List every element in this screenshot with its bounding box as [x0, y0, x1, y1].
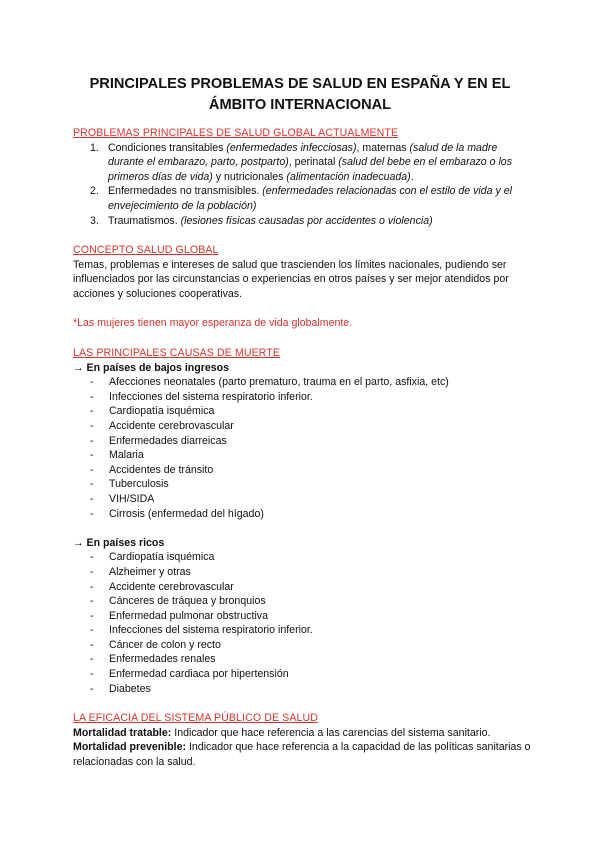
list-dash: -	[90, 463, 94, 476]
concept-paragraph: Temas, problemas e intereses de salud que trascienden los límites nacionales, pudiendo ser influenciados por las circunstancias o experiencias en otros países y ser mejor atendidos por acciones y soluciones cooperativas.	[73, 258, 509, 300]
item-text: Enfermedad cardiaca por hipertensión	[109, 668, 289, 681]
item-text: Cáncer de colon y recto	[109, 638, 221, 651]
item-text: VIH/SIDA	[109, 492, 155, 505]
item-text: y nutricionales	[212, 170, 287, 183]
item-note: (enfermedades infecciosas)	[226, 141, 357, 154]
list-dash: -	[90, 405, 94, 418]
list-dash: -	[90, 551, 94, 564]
list-dash: -	[90, 449, 94, 462]
list-item	[73, 463, 532, 478]
list-dash: -	[90, 638, 94, 651]
term-text: Indicador que hace referencia a las carencias del sistema sanitario.	[171, 726, 491, 739]
list-dash: -	[90, 376, 94, 389]
section-public-health-efficacy	[73, 711, 532, 769]
item-text: Cardiopatía isquémica	[109, 551, 215, 564]
item-text: Afecciones neonatales (parto prematuro, trauma en el parto, asfixia, etc)	[109, 376, 449, 389]
item-text: Malaria	[109, 449, 144, 462]
item-text: Accidente cerebrovascular	[109, 419, 234, 432]
list-dash: -	[90, 507, 94, 520]
list-item	[73, 667, 532, 682]
item-text: Accidentes de tránsito	[109, 463, 214, 476]
term-text: Indicador que hace referencia a la capacidad de las políticas sanitarias o relacionadas con la salud.	[73, 741, 531, 768]
list-item	[73, 419, 532, 434]
problems-list	[73, 141, 532, 229]
list-dash: -	[90, 682, 94, 695]
section-heading: CONCEPTO SALUD GLOBAL	[73, 244, 219, 256]
list-item	[73, 141, 532, 185]
list-dash: -	[90, 595, 94, 608]
list-dash: -	[90, 609, 94, 622]
list-item	[73, 638, 532, 653]
item-text: , perinatal	[288, 156, 339, 169]
item-text: Accidente cerebrovascular	[109, 580, 234, 593]
rich-countries-causes-list	[73, 550, 532, 696]
item-text: Cardiopatía isquémica	[109, 405, 215, 418]
term-label: Mortalidad tratable:	[73, 726, 172, 739]
section-global-health-concept	[73, 243, 532, 331]
list-dash: -	[90, 624, 94, 637]
item-text: Enfermedades renales	[109, 653, 216, 666]
item-note: (enfermedades relacionadas con el estilo de vida y el envejecimiento de la población)	[108, 185, 512, 212]
list-item	[73, 492, 532, 507]
list-item	[73, 682, 532, 697]
item-text: Enfermedades diarreicas	[109, 434, 227, 447]
item-text: Infecciones del sistema respiratorio inferior.	[109, 624, 313, 637]
rich-countries-subheading: → En países ricos	[73, 536, 165, 549]
item-text: , maternas	[356, 141, 410, 154]
section-heading: PROBLEMAS PRINCIPALES DE SALUD GLOBAL ACTUALMENTE	[73, 127, 399, 139]
page-title: PRINCIPALES PROBLEMAS DE SALUD EN ESPAÑA Y EN EL ÁMBITO INTERNACIONAL	[89, 76, 511, 113]
item-text: Condiciones transitables	[108, 141, 227, 154]
item-note: (alimentación inadecuada)	[286, 170, 411, 183]
item-text: Diabetes	[109, 682, 151, 695]
list-number: 2.	[90, 185, 99, 198]
item-text: Enfermedad pulmonar obstructiva	[109, 609, 268, 622]
list-dash: -	[90, 653, 94, 666]
item-note: (salud del bebe en el embarazo o los primeros días de vida)	[108, 156, 512, 183]
list-item	[73, 594, 532, 609]
list-item	[73, 609, 532, 624]
list-item	[73, 507, 532, 522]
list-item	[73, 477, 532, 492]
list-dash: -	[90, 434, 94, 447]
list-number: 1.	[90, 141, 99, 154]
list-item	[73, 404, 532, 419]
list-item	[73, 390, 532, 405]
item-text: Alzheimer y otras	[109, 565, 191, 578]
section-global-health-problems	[73, 126, 532, 228]
section-heading: LAS PRINCIPALES CAUSAS DE MUERTE	[73, 347, 281, 359]
item-text: Cánceres de tráquea y bronquios	[109, 595, 266, 608]
preventable-mortality-definition	[73, 740, 532, 769]
list-dash: -	[90, 419, 94, 432]
list-item	[73, 448, 532, 463]
section-causes-of-death	[73, 346, 532, 696]
list-item	[73, 184, 532, 213]
low-income-causes-list	[73, 375, 532, 521]
list-dash: -	[90, 390, 94, 403]
list-dash: -	[90, 565, 94, 578]
list-item	[73, 652, 532, 667]
item-text: Infecciones del sistema respiratorio inferior.	[109, 390, 313, 403]
low-income-subheading: → En países de bajos ingresos	[73, 361, 230, 374]
item-text: .	[410, 170, 414, 183]
term-label: Mortalidad prevenible:	[73, 741, 187, 754]
item-text: Traumatismos.	[108, 214, 181, 227]
list-item	[73, 434, 532, 449]
item-text: Cirrosis (enfermedad del hígado)	[109, 507, 264, 520]
list-item	[73, 580, 532, 595]
list-item	[73, 623, 532, 638]
list-dash: -	[90, 668, 94, 681]
life-expectancy-note: *Las mujeres tienen mayor esperanza de vida globalmente.	[73, 316, 353, 329]
list-item	[73, 375, 532, 390]
list-item	[73, 565, 532, 580]
list-number: 3.	[90, 214, 99, 227]
list-item	[73, 550, 532, 565]
list-item	[73, 214, 532, 229]
list-dash: -	[90, 580, 94, 593]
item-text: Tuberculosis	[109, 478, 169, 491]
item-note: (lesiones físicas causadas por accidentes o violencia)	[180, 214, 433, 227]
list-dash: -	[90, 492, 94, 505]
item-note: (salud de la madre durante el embarazo, parto, postparto)	[108, 141, 498, 169]
treatable-mortality-definition	[73, 726, 532, 741]
item-text: Enfermedades no transmisibles.	[108, 185, 263, 198]
section-heading: LA EFICACIA DEL SISTEMA PÚBLICO DE SALUD	[73, 712, 318, 724]
list-dash: -	[90, 478, 94, 491]
